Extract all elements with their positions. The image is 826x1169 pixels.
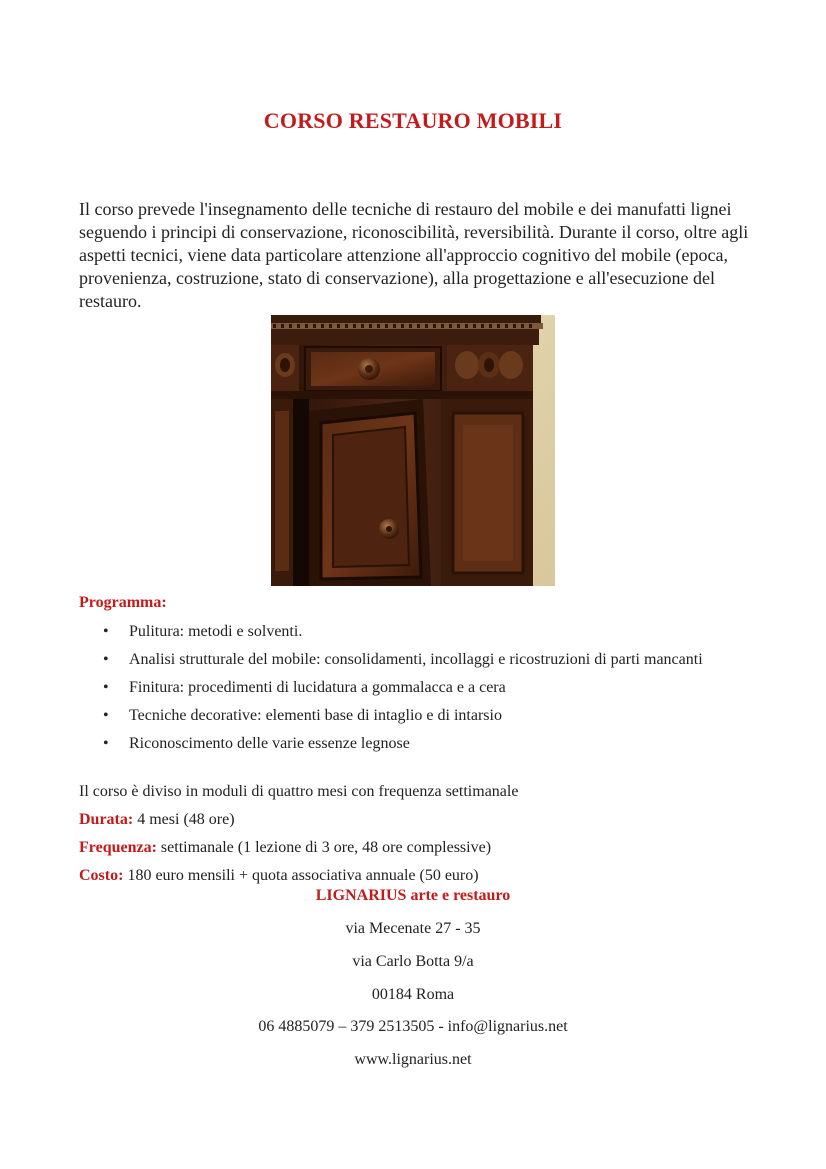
footer-address-2: via Carlo Botta 9/a [352,953,474,970]
list-item: • Pulitura: metodi e solventi. [103,623,303,640]
list-item: • Finitura: procedimenti di lucidatura a gommalacca e a cera [103,679,506,696]
frequenza-line [79,838,491,858]
durata-line [79,810,235,830]
furniture-photo [271,315,555,586]
modules-text: Il corso è diviso in moduli di quattro mesi con frequenza settimanale [79,783,519,800]
intro-paragraph: Il corso prevede l'insegnamento delle tecniche di restauro del mobile e dei manufatti lignei seguendo i principi di conservazione, riconoscibilità, reversibilità. Durante il corso, oltre agli aspetti tecnici, viene data particolare attenzione all'approccio cognitivo del mobile (epoca, provenienza, costruzione, stato di conservazione), alla progettazione e all'esecuzione del restauro. [79,199,749,311]
program-heading: Programma: [79,594,167,611]
list-item: • Tecniche decorative: elementi base di intaglio e di intarsio [103,707,502,724]
footer-brand: LIGNARIUS arte e restauro [315,887,511,904]
frequenza-label: Frequenza: [79,839,157,856]
frequenza-value: settimanale (1 lezione di 3 ore, 48 ore complessive) [156,839,492,856]
footer-address-1: via Mecenate 27 - 35 [345,920,481,937]
footer-website-link[interactable]: www.lignarius.net [354,1051,472,1068]
list-item: • Analisi strutturale del mobile: consolidamenti, incollaggi e ricostruzioni di parti mancanti [103,651,703,668]
page-title: CORSO RESTAURO MOBILI [263,108,563,133]
durata-value: 4 mesi (48 ore) [133,811,235,828]
footer-contacts[interactable]: 06 4885079 – 379 2513505 - info@lignarius.net [258,1018,568,1035]
footer-city: 00184 Roma [371,986,455,1003]
costo-line [79,866,479,886]
program-list [79,622,739,762]
costo-label: Costo: [79,867,124,884]
list-item: • Riconoscimento delle varie essenze legnose [103,735,410,752]
costo-value: 180 euro mensili + quota associativa annuale (50 euro) [123,867,479,884]
durata-label: Durata: [79,811,134,828]
